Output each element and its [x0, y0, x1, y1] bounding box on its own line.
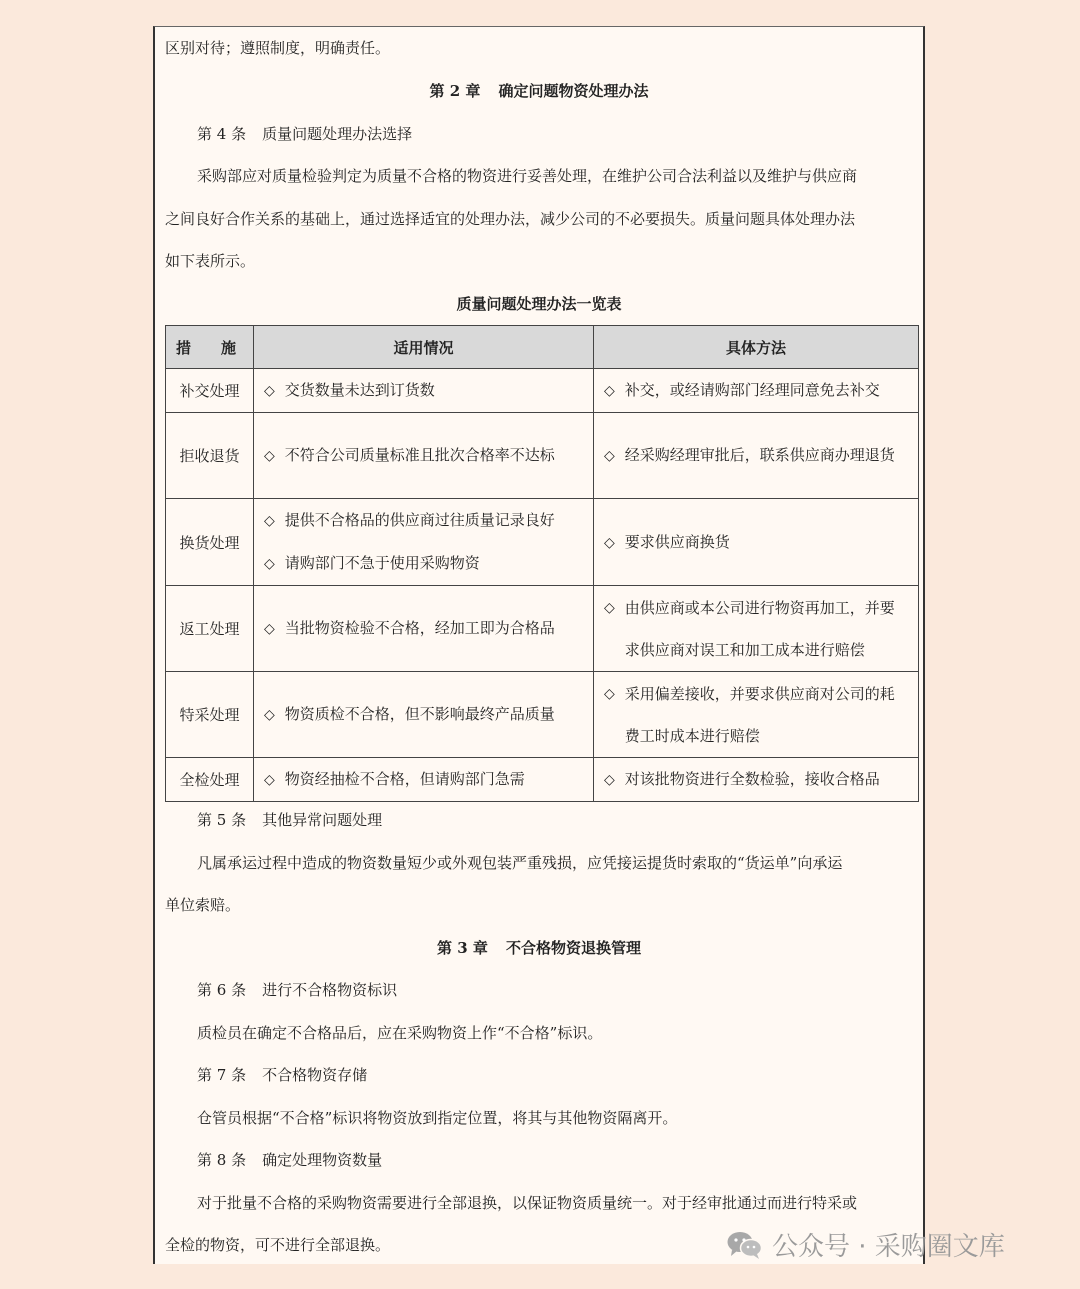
method-cell: ◇ 采用偏差接收，并要求供应商对公司的耗费工时成本进行赔偿 — [594, 672, 919, 758]
diamond-bullet-icon: ◇ — [604, 685, 615, 702]
table-row — [166, 672, 919, 758]
article-number: 第 5 条 — [197, 811, 247, 829]
method-cell: ◇ 要求供应商换货 — [594, 499, 919, 586]
measure-cell: 补交处理 — [166, 369, 254, 413]
diamond-bullet-icon: ◇ — [264, 448, 275, 464]
condition-cell: ◇ 提供不合格品的供应商过往质量记录良好 ◇ 请购部门不急于使用采购物资 — [254, 499, 594, 586]
article-number: 第 8 条 — [197, 1151, 247, 1169]
table-caption: 质量问题处理办法一览表 — [456, 295, 622, 313]
table-row — [166, 586, 919, 672]
table-header-row — [166, 326, 919, 369]
watermark — [726, 1226, 1005, 1263]
diamond-bullet-icon: ◇ — [264, 707, 275, 723]
article-8-line-2: 全检的物资，可不进行全部退换。 — [165, 1236, 391, 1254]
measure-cell: 换货处理 — [166, 499, 254, 586]
article-6-body: 质检员在确定不合格品后，应在采购物资上作“不合格”标识。 — [197, 1024, 603, 1042]
article-4-line-2: 之间良好合作关系的基础上，通过选择适宜的处理办法，减少公司的不必要损失。质量问题具体处理办法 — [165, 210, 856, 228]
method-cell: ◇ 由供应商或本公司进行物资再加工，并要求供应商对误工和加工成本进行赔偿 — [594, 586, 919, 672]
chapter-2-heading — [165, 81, 913, 101]
wechat-icon — [726, 1230, 764, 1260]
method-cell: ◇ 补交，或经请购部门经理同意免去补交 — [594, 369, 919, 413]
diamond-bullet-icon: ◇ — [604, 448, 615, 464]
measure-cell: 全检处理 — [166, 758, 254, 802]
condition-cell: ◇ 不符合公司质量标准且批次合格率不达标 — [254, 413, 594, 499]
article-number: 第 6 条 — [197, 981, 247, 999]
article-title: 不合格物资存储 — [262, 1066, 368, 1084]
method-cell: ◇ 对该批物资进行全数检验，接收合格品 — [594, 758, 919, 802]
diamond-bullet-icon: ◇ — [604, 534, 615, 551]
condition-cell: ◇ 当批物资检验不合格，经加工即为合格品 — [254, 586, 594, 672]
diamond-bullet-icon: ◇ — [264, 556, 275, 572]
diamond-bullet-icon: ◇ — [264, 513, 275, 529]
article-4-line-3: 如下表所示。 — [165, 252, 256, 270]
article-7-heading — [197, 1065, 913, 1085]
table-row — [166, 758, 919, 802]
table-row — [166, 413, 919, 499]
article-title: 进行不合格物资标识 — [262, 981, 398, 999]
method-cell: ◇ 经采购经理审批后，联系供应商办理退货 — [594, 413, 919, 499]
article-7-body: 仓管员根据“不合格”标识将物资放到指定位置，将其与其他物资隔离开。 — [197, 1109, 678, 1127]
article-5-line-1: 凡属承运过程中造成的物资数量短少或外观包装严重残损，应凭接运提货时索取的“货运单”向承运 — [197, 854, 843, 872]
article-8-heading — [197, 1150, 913, 1170]
chapter-number: 第 3 章 — [437, 939, 488, 957]
article-number: 第 7 条 — [197, 1066, 247, 1084]
article-6-heading — [197, 980, 913, 1000]
chapter-title: 不合格物资退换管理 — [505, 939, 641, 957]
article-5-heading — [197, 810, 913, 830]
chapter-title: 确定问题物资处理办法 — [498, 82, 649, 100]
chapter-number: 第 2 章 — [429, 82, 481, 100]
table-row — [166, 369, 919, 413]
diamond-bullet-icon: ◇ — [604, 772, 615, 788]
article-title: 质量问题处理办法选择 — [262, 125, 413, 143]
article-title: 其他异常问题处理 — [262, 811, 383, 829]
diamond-bullet-icon: ◇ — [264, 772, 275, 788]
article-4-heading — [197, 124, 913, 144]
diamond-bullet-icon: ◇ — [604, 599, 615, 616]
measure-cell: 返工处理 — [166, 586, 254, 672]
condition-cell: ◇ 交货数量未达到订货数 — [254, 369, 594, 413]
measure-cell: 拒收退货 — [166, 413, 254, 499]
condition-cell: ◇ 物资质检不合格，但不影响最终产品质量 — [254, 672, 594, 758]
article-number: 第 4 条 — [197, 125, 247, 143]
article-5-line-2: 单位索赔。 — [165, 896, 241, 914]
measure-cell: 特采处理 — [166, 672, 254, 758]
intro-text: 区别对待；遵照制度，明确责任。 — [165, 39, 391, 57]
diamond-bullet-icon: ◇ — [604, 383, 615, 399]
diamond-bullet-icon: ◇ — [264, 621, 275, 637]
header-condition: 适用情况 — [254, 326, 594, 369]
article-4-line-1: 采购部应对质量检验判定为质量不合格的物资进行妥善处理，在维护公司合法利益以及维护与供应商 — [197, 167, 858, 185]
watermark-text: 公众号 · 采购圈文库 — [772, 1232, 1005, 1262]
header-method: 具体方法 — [594, 326, 919, 369]
diamond-bullet-icon: ◇ — [264, 383, 275, 399]
header-measure: 措 施 — [166, 326, 254, 369]
chapter-3-heading — [165, 938, 913, 958]
table-row — [166, 499, 919, 586]
article-8-line-1: 对于批量不合格的采购物资需要进行全部退换，以保证物资质量统一。对于经审批通过而进行特采或 — [197, 1194, 858, 1212]
quality-handling-table — [165, 325, 919, 802]
article-title: 确定处理物资数量 — [262, 1151, 383, 1169]
document-page — [153, 26, 925, 1264]
condition-cell: ◇ 物资经抽检不合格，但请购部门急需 — [254, 758, 594, 802]
